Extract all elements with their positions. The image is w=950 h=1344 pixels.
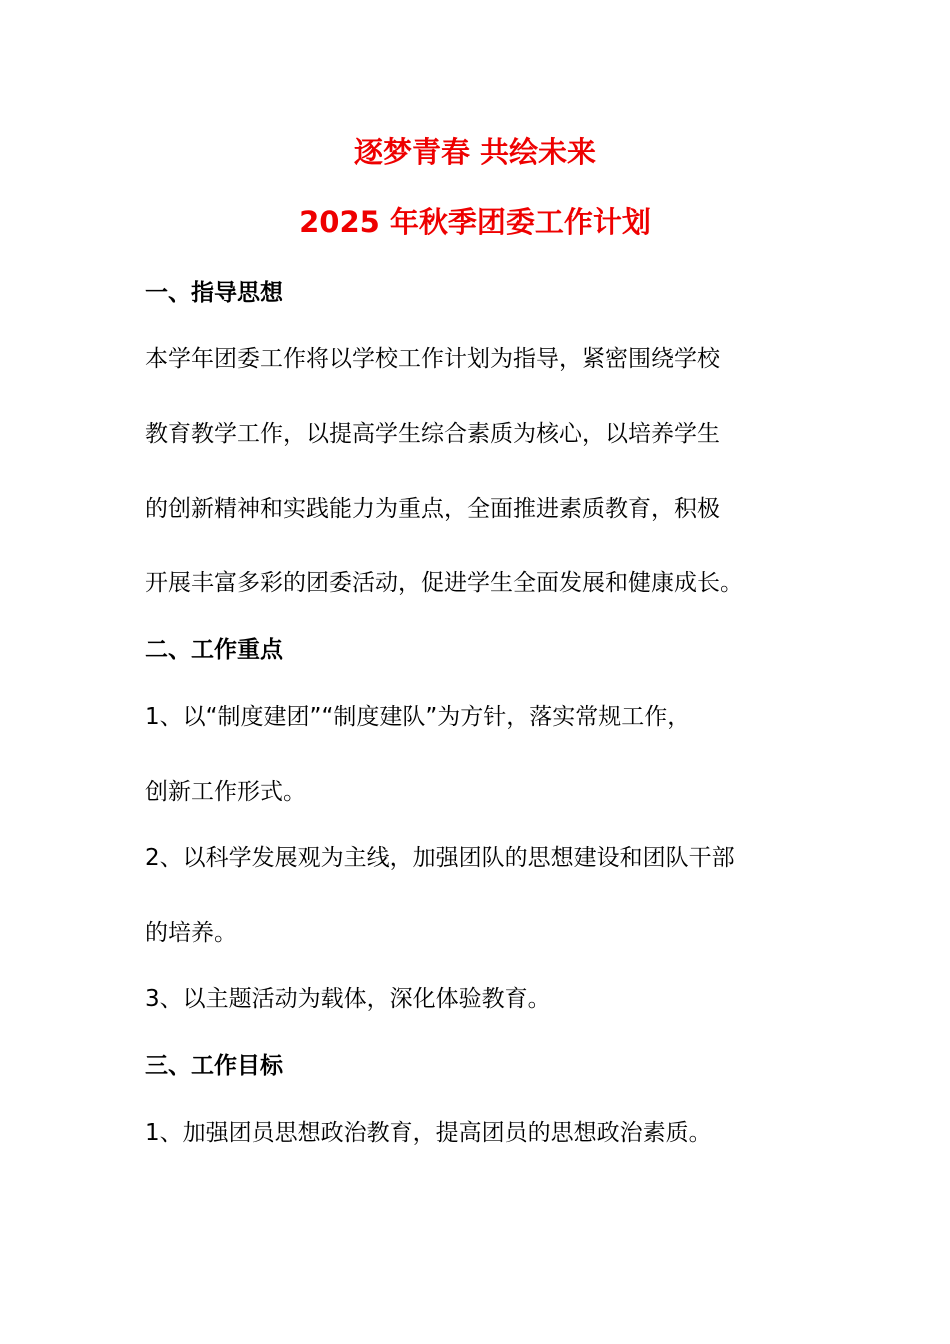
list-item-line: 2、以科学发展观为主线，加强团队的思想建设和团队干部 — [145, 845, 735, 871]
list-item-line: 1、加强团员思想政治教育，提高团员的思想政治素质。 — [145, 1120, 712, 1146]
paragraph-line: 开展丰富多彩的团委活动，促进学生全面发展和健康成长。 — [145, 570, 743, 596]
list-item-line: 1、以“制度建团”“制度建队”为方针，落实常规工作， — [145, 704, 691, 730]
document-title-line-1: 逐梦青春 共绘未来 — [353, 135, 597, 169]
paragraph-line: 教育教学工作，以提高学生综合素质为核心，以培养学生 — [145, 421, 720, 447]
section-heading-guiding-ideology: 一、指导思想 — [145, 280, 283, 306]
section-heading-work-focus: 二、工作重点 — [145, 637, 283, 663]
document-title-line-2: 2025 年秋季团委工作计划 — [299, 205, 651, 239]
list-item-line: 创新工作形式。 — [145, 779, 306, 805]
paragraph-line: 本学年团委工作将以学校工作计划为指导，紧密围绕学校 — [145, 346, 720, 372]
section-heading-work-goals: 三、工作目标 — [145, 1053, 283, 1079]
list-item-line: 3、以主题活动为载体，深化体验教育。 — [145, 986, 551, 1012]
paragraph-line: 的创新精神和实践能力为重点，全面推进素质教育，积极 — [145, 496, 720, 522]
list-item-line: 的培养。 — [145, 920, 237, 946]
